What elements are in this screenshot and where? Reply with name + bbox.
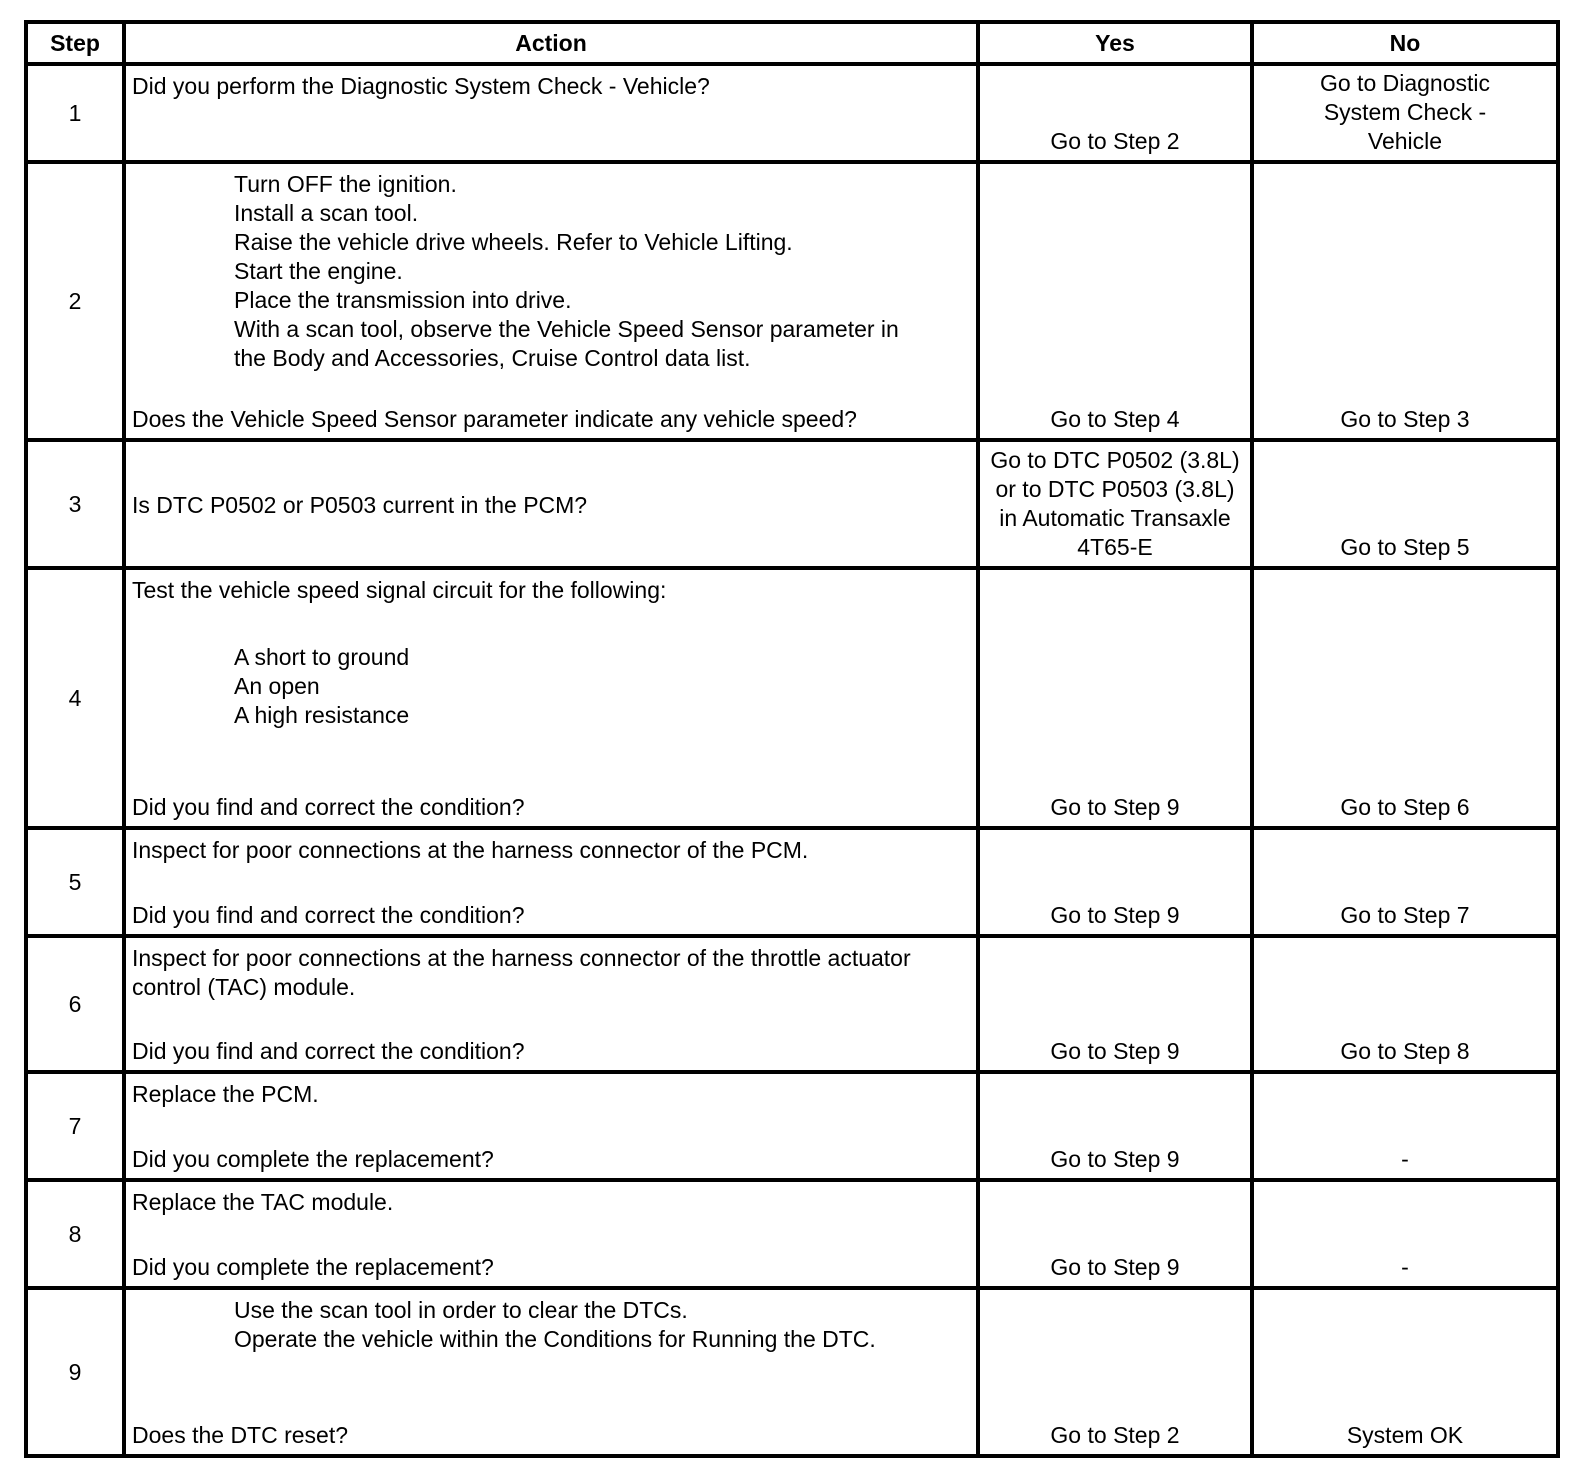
action-question: Did you complete the replacement? xyxy=(132,1146,494,1172)
yes-text: Go to Step 2 xyxy=(1050,1422,1180,1448)
no-cell xyxy=(1254,66,1556,160)
yes-text: Go to Step 2 xyxy=(1050,128,1180,154)
action-list-item: An open xyxy=(234,673,320,699)
yes-text: Go to Step 9 xyxy=(1050,794,1180,820)
action-list-item: Use the scan tool in order to clear the DTCs. xyxy=(234,1297,688,1323)
yes-cell xyxy=(980,1182,1250,1286)
action-list xyxy=(132,1296,970,1354)
yes-cell xyxy=(980,164,1250,438)
action-list-item: A short to ground xyxy=(234,644,410,670)
header-action: Action xyxy=(515,30,587,56)
no-text: System OK xyxy=(1346,1422,1464,1448)
action-intro: Replace the PCM. xyxy=(132,1081,319,1107)
no-text: - xyxy=(1401,1254,1409,1280)
step-number: 7 xyxy=(68,1112,82,1139)
action-intro: Inspect for poor connections at the harness connector of the throttle actuator xyxy=(132,945,911,971)
yes-text: Go to Step 9 xyxy=(1050,1254,1180,1280)
no-cell xyxy=(1254,570,1556,826)
action-question: Did you complete the replacement? xyxy=(132,1254,494,1280)
no-text: Go to Step 7 xyxy=(1340,902,1470,928)
no-cell xyxy=(1254,1074,1556,1178)
action-intro: Inspect for poor connections at the harness connector of the PCM. xyxy=(132,837,809,863)
action-intro: control (TAC) module. xyxy=(132,974,356,1000)
no-text: Go to Step 3 xyxy=(1340,406,1470,432)
yes-text: Go to Step 9 xyxy=(1050,1146,1180,1172)
action-cell xyxy=(126,66,976,160)
yes-text: Go to Step 9 xyxy=(1050,1038,1180,1064)
yes-cell xyxy=(980,570,1250,826)
action-list-item: Operate the vehicle within the Conditions for Running the DTC. xyxy=(234,1326,876,1352)
no-cell xyxy=(1254,164,1556,438)
step-number: 4 xyxy=(68,684,82,711)
action-list-item: A high resistance xyxy=(234,702,410,728)
action-list-item: Raise the vehicle drive wheels. Refer to Vehicle Lifting. xyxy=(234,229,793,255)
diagnostic-table xyxy=(24,20,1560,1458)
action-cell xyxy=(126,164,976,438)
step-number: 1 xyxy=(68,99,82,126)
action-cell xyxy=(126,1182,976,1286)
action-cell xyxy=(126,1074,976,1178)
no-cell xyxy=(1254,830,1556,934)
action-intro: Replace the TAC module. xyxy=(132,1189,394,1215)
action-list-item: Turn OFF the ignition. xyxy=(234,171,457,197)
action-list xyxy=(132,170,970,373)
step-number: 6 xyxy=(68,990,82,1017)
no-cell xyxy=(1254,442,1556,566)
step-number: 2 xyxy=(68,287,82,314)
action-cell xyxy=(126,1290,976,1454)
yes-cell xyxy=(980,1290,1250,1454)
action-cell xyxy=(126,570,976,826)
no-cell xyxy=(1254,1290,1556,1454)
no-cell xyxy=(1254,1182,1556,1286)
no-text: Go to Step 5 xyxy=(1340,534,1470,560)
action-text: Is DTC P0502 or P0503 current in the PCM? xyxy=(132,491,588,518)
action-cell xyxy=(126,938,976,1070)
yes-text: Go to Step 9 xyxy=(1050,902,1180,928)
action-list xyxy=(132,643,970,730)
yes-cell xyxy=(980,830,1250,934)
action-intro: Test the vehicle speed signal circuit for the following: xyxy=(132,577,667,603)
action-list-item: Start the engine. xyxy=(234,258,403,284)
yes-cell xyxy=(980,938,1250,1070)
action-question: Does the Vehicle Speed Sensor parameter indicate any vehicle speed? xyxy=(132,406,857,432)
no-text: - xyxy=(1401,1146,1409,1172)
yes-text: Go to Step 4 xyxy=(1050,406,1180,432)
step-number: 5 xyxy=(68,868,82,895)
action-question: Did you find and correct the condition? xyxy=(132,902,525,928)
action-list-item: Place the transmission into drive. xyxy=(234,287,572,313)
header-step: Step xyxy=(50,30,100,56)
action-text: Did you perform the Diagnostic System Check - Vehicle? xyxy=(132,73,710,99)
step-number: 9 xyxy=(68,1358,82,1385)
step-number: 8 xyxy=(68,1220,82,1247)
no-text: Go to Diagnostic System Check - Vehicle xyxy=(1319,70,1491,154)
action-question: Did you find and correct the condition? xyxy=(132,1038,525,1064)
no-text: Go to Step 6 xyxy=(1340,794,1470,820)
action-question: Does the DTC reset? xyxy=(132,1422,349,1448)
action-list-item: With a scan tool, observe the Vehicle Speed Sensor parameter in xyxy=(234,316,899,342)
action-question: Did you find and correct the condition? xyxy=(132,794,525,820)
action-list-item: Install a scan tool. xyxy=(234,200,419,226)
no-text: Go to Step 8 xyxy=(1340,1038,1470,1064)
yes-cell xyxy=(980,442,1250,566)
step-number: 3 xyxy=(68,490,82,517)
no-cell xyxy=(1254,938,1556,1070)
yes-cell xyxy=(980,66,1250,160)
action-list-item: the Body and Accessories, Cruise Control data list. xyxy=(234,345,751,371)
action-cell xyxy=(126,442,976,566)
action-cell xyxy=(126,830,976,934)
header-yes: Yes xyxy=(1095,30,1135,56)
yes-text: Go to DTC P0502 (3.8L) or to DTC P0503 (3.8L) in Automatic Transaxle 4T65-E xyxy=(990,447,1240,560)
header-no: No xyxy=(1389,30,1421,56)
yes-cell xyxy=(980,1074,1250,1178)
